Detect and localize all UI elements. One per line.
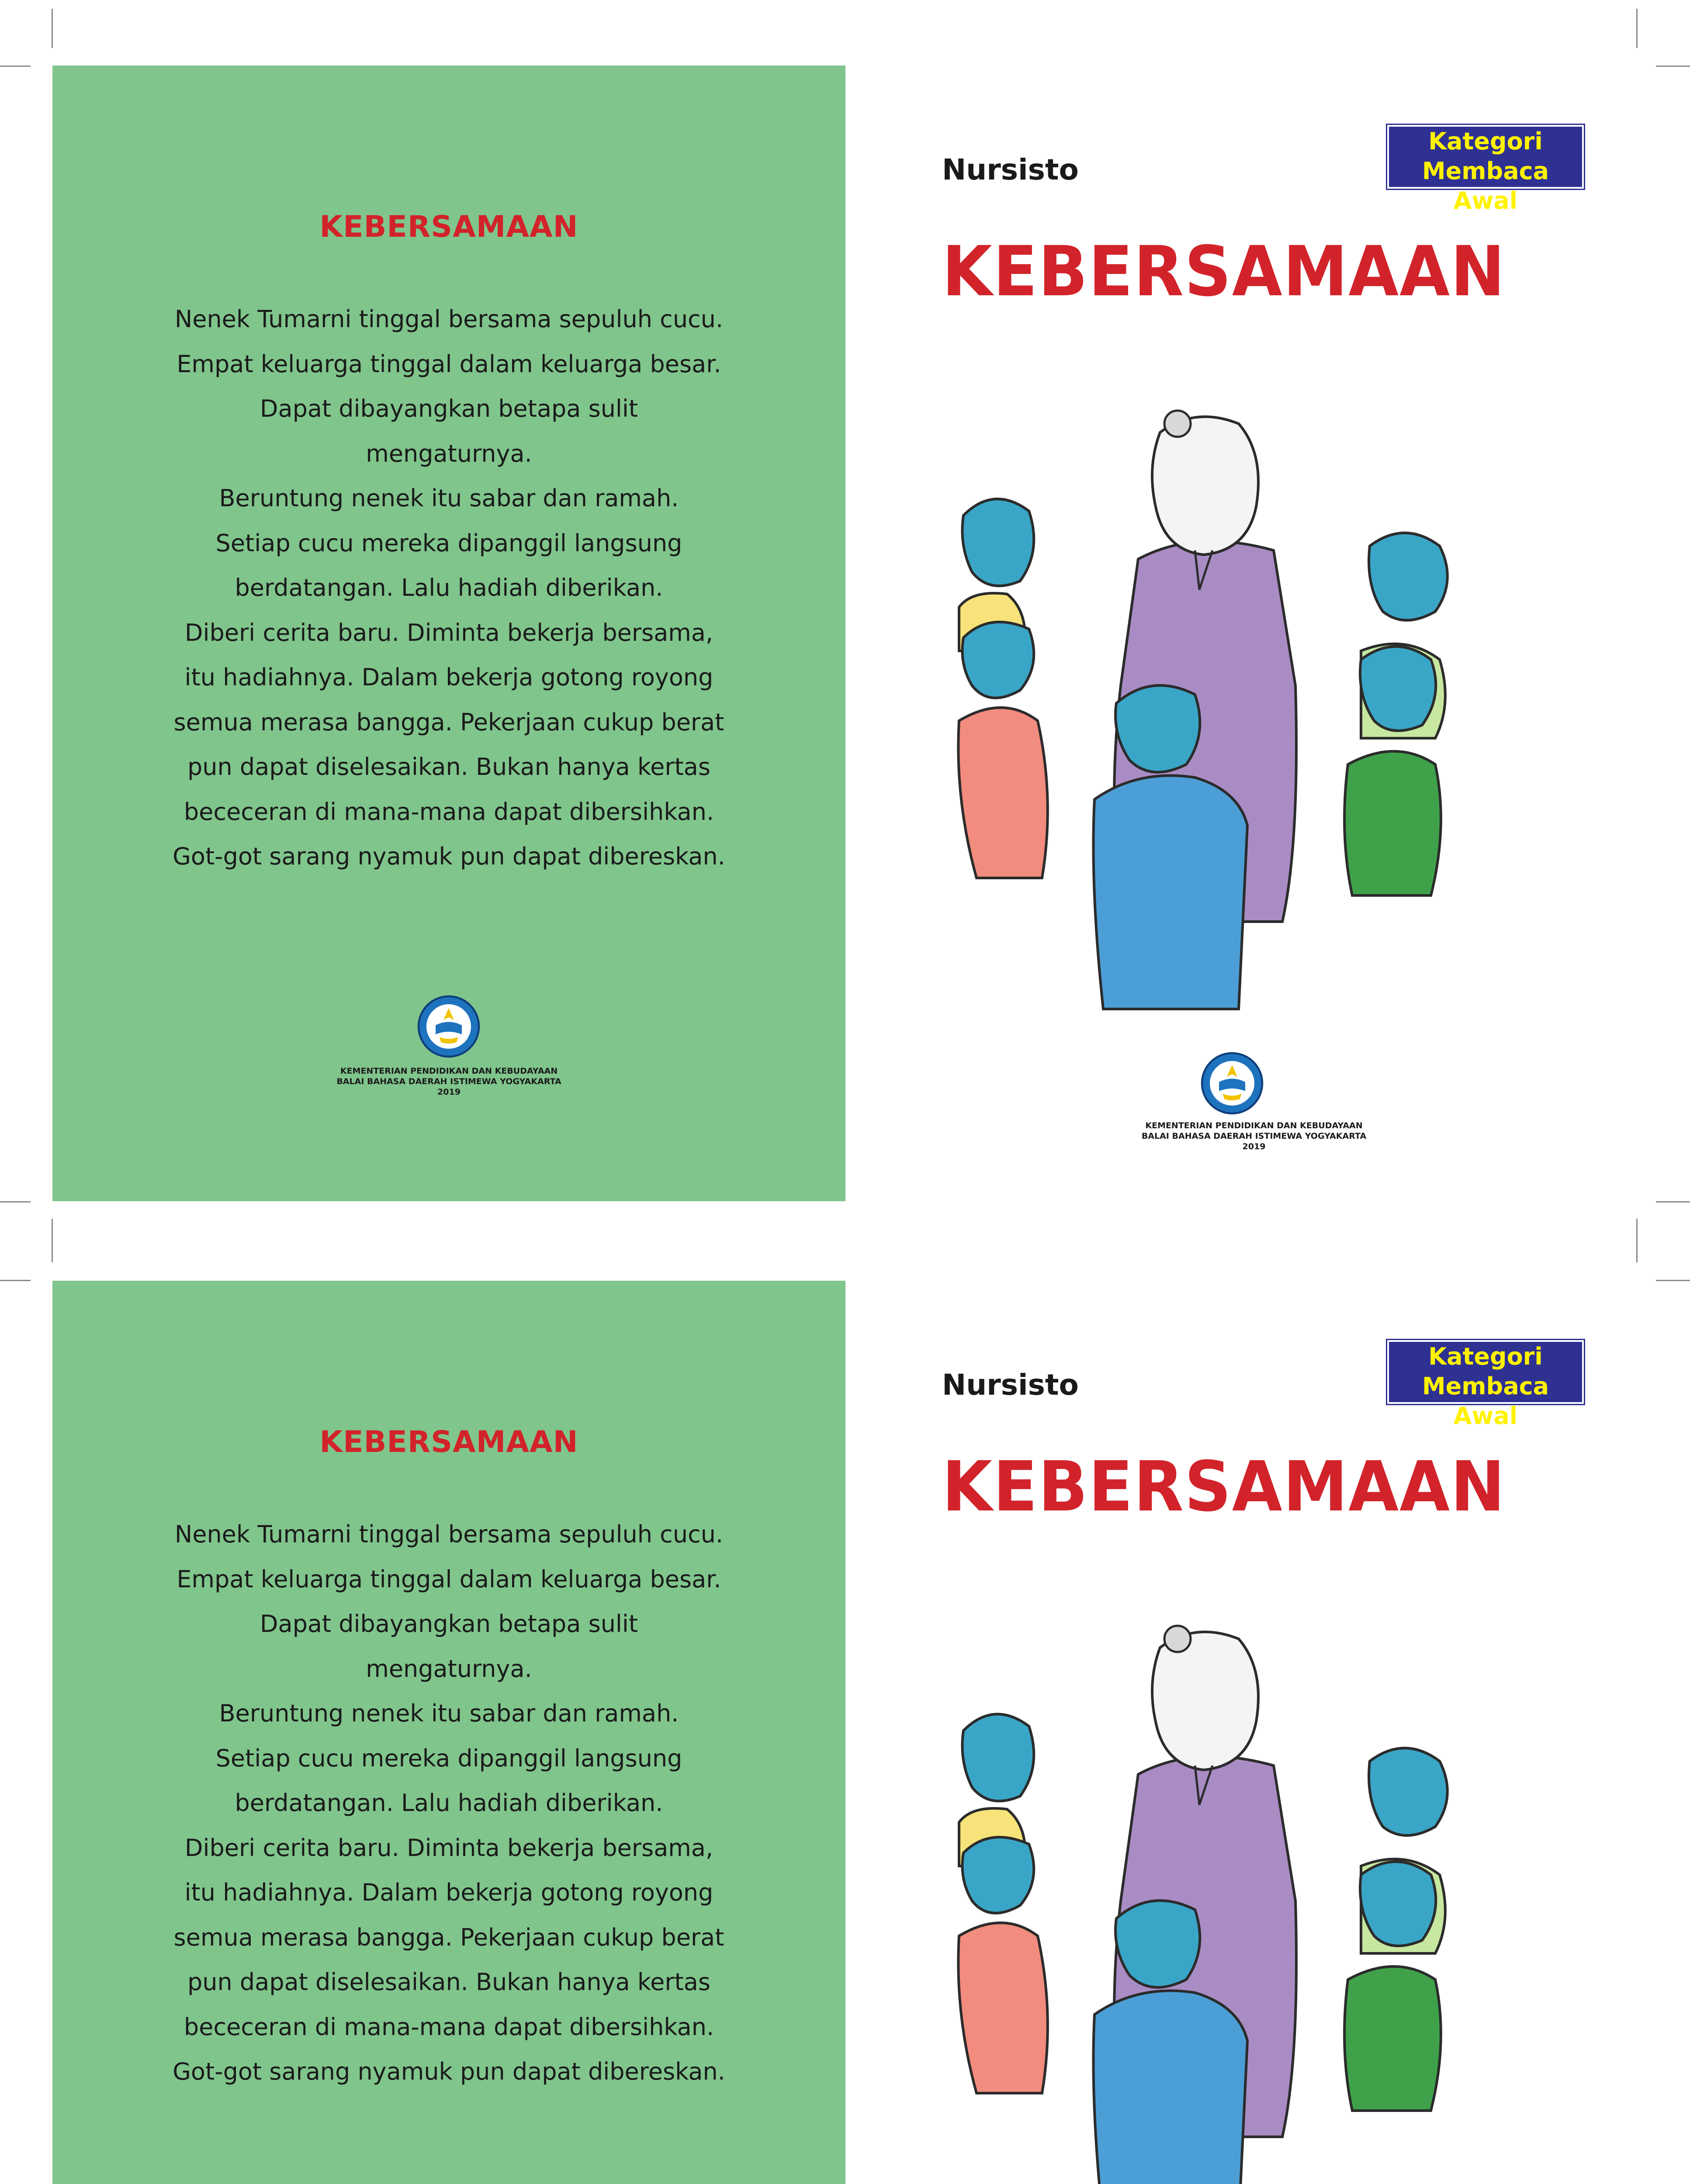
ministry-emblem-icon	[416, 994, 481, 1059]
blurb-line: bececeran di mana-mana dapat dibersihkan.	[184, 798, 714, 826]
publisher-ministry: KEMENTERIAN PENDIDIKAN DAN KEBUDAYAAN	[340, 1066, 558, 1076]
publisher-ministry: KEMENTERIAN PENDIDIKAN DAN KEBUDAYAAN	[1145, 1121, 1363, 1130]
blurb-line: itu hadiahnya. Dalam bekerja gotong royong	[184, 663, 713, 691]
back-cover-title: KEBERSAMAAN	[319, 210, 578, 244]
back-cover-blurb	[52, 297, 845, 879]
blurb-line: mengaturnya.	[366, 439, 532, 467]
front-cover-title: KEBERSAMAAN	[942, 1447, 1506, 1527]
category-label: Kategori	[1428, 128, 1543, 155]
publisher-credit	[52, 1066, 845, 1097]
blurb-line: pun dapat diselesaikan. Bukan hanya kertas	[187, 753, 711, 781]
ministry-emblem-icon	[1199, 1051, 1265, 1116]
back-cover	[52, 66, 845, 1201]
author-name: Nursisto	[942, 153, 1079, 187]
blurb-line: Beruntung nenek itu sabar dan ramah.	[219, 484, 679, 512]
blurb-line: mengaturnya.	[366, 1655, 532, 1683]
blurb-line: itu hadiahnya. Dalam bekerja gotong royong	[184, 1879, 713, 1906]
category-value: Membaca Awal	[1422, 1372, 1549, 1430]
cover-sheet	[0, 1215, 1690, 2184]
category-badge	[1387, 1340, 1584, 1430]
blurb-line: semua merasa bangga. Pekerjaan cukup berat	[173, 708, 724, 736]
back-cover	[52, 1281, 845, 2184]
back-cover-title: KEBERSAMAAN	[319, 1425, 578, 1459]
publisher-agency: BALAI BAHASA DAERAH ISTIMEWA YOGYAKARTA	[1141, 1131, 1367, 1141]
publisher-credit	[845, 1120, 1662, 1152]
category-badge	[1387, 125, 1584, 214]
blurb-line: Setiap cucu mereka dipanggil langsung	[215, 529, 682, 557]
blurb-line: Diberi cerita baru. Diminta bekerja bersama,	[184, 1834, 713, 1862]
blurb-line: berdatangan. Lalu hadiah diberikan.	[235, 574, 663, 601]
blurb-line: Nenek Tumarni tinggal bersama sepuluh cucu.	[174, 305, 724, 333]
blurb-line: Setiap cucu mereka dipanggil langsung	[215, 1744, 682, 1772]
blurb-line: bececeran di mana-mana dapat dibersihkan.	[184, 2013, 714, 2041]
blurb-line: Dapat dibayangkan betapa sulit	[260, 1610, 638, 1638]
front-cover-title: KEBERSAMAAN	[942, 232, 1506, 312]
blurb-line: berdatangan. Lalu hadiah diberikan.	[235, 1789, 663, 1817]
cover-illustration	[933, 1621, 1483, 2184]
blurb-line: Dapat dibayangkan betapa sulit	[260, 395, 638, 422]
blurb-line: Diberi cerita baru. Diminta bekerja bersama,	[184, 619, 713, 646]
blurb-line: Got-got sarang nyamuk pun dapat dibereskan.	[173, 2058, 725, 2085]
front-cover	[845, 1281, 1662, 2184]
blurb-line: Nenek Tumarni tinggal bersama sepuluh cucu.	[174, 1521, 724, 1548]
blurb-line: Got-got sarang nyamuk pun dapat dibereskan.	[173, 843, 725, 870]
cover-illustration	[933, 406, 1483, 1053]
blurb-line: Beruntung nenek itu sabar dan ramah.	[219, 1700, 679, 1727]
blurb-line: Empat keluarga tinggal dalam keluarga besar.	[177, 1565, 721, 1593]
publisher-year: 2019	[437, 1087, 461, 1097]
publisher-agency: BALAI BAHASA DAERAH ISTIMEWA YOGYAKARTA	[336, 1077, 561, 1086]
front-cover	[845, 66, 1662, 1201]
category-value: Membaca Awal	[1422, 157, 1549, 214]
blurb-line: semua merasa bangga. Pekerjaan cukup berat	[173, 1923, 724, 1951]
blurb-line: Empat keluarga tinggal dalam keluarga besar.	[177, 350, 721, 378]
category-label: Kategori	[1428, 1343, 1543, 1370]
back-cover-blurb	[52, 1512, 845, 2094]
publisher-year: 2019	[1242, 1142, 1266, 1151]
blurb-line: pun dapat diselesaikan. Bukan hanya kertas	[187, 1968, 711, 1996]
author-name: Nursisto	[942, 1368, 1079, 1402]
